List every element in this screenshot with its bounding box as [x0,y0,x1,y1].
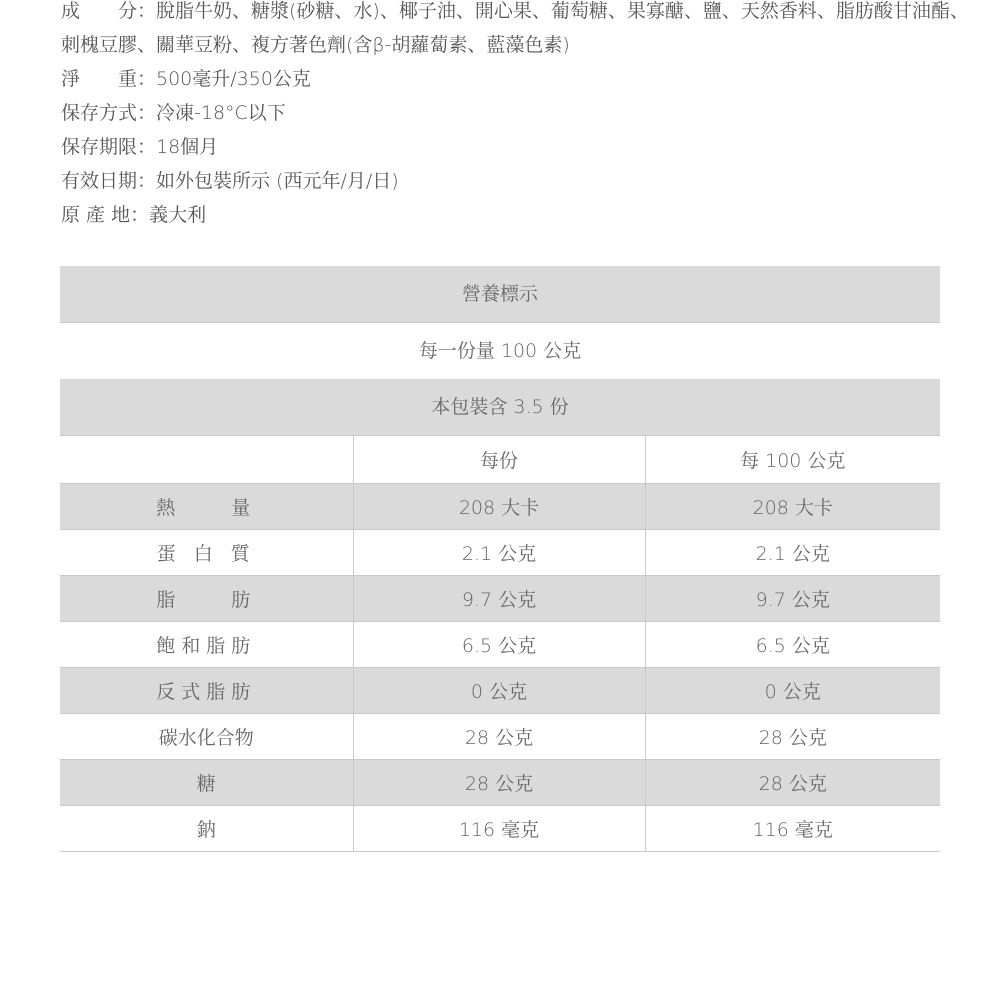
table-header-row [60,436,940,484]
servings-per-package: 本包裝含 3.5 份 [60,379,940,436]
net-weight: 淨 重：500毫升/350公克 [61,68,311,90]
storage-method: 保存方式：冷凍-18°C以下 [61,102,286,124]
row-per-100g: 28 公克 [645,760,940,806]
row-label: 蛋 白 質 [60,530,353,576]
nutrition-facts [60,266,940,852]
row-per-100g: 0 公克 [645,668,940,714]
row-per-serving: 0 公克 [353,668,645,714]
row-label: 糖 [60,760,353,806]
shelf-life: 保存期限：18個月 [61,136,219,158]
row-per-serving: 9.7 公克 [353,576,645,622]
header-per-100g: 每 100 公克 [645,436,940,484]
ingredients-line-1: 成 分：脫脂牛奶、糖漿(砂糖、水)、椰子油、開心果、葡萄糖、果寡醣、鹽、天然香料、脂肪酸甘油酯、 [61,0,969,22]
product-info [61,0,969,234]
row-per-100g: 6.5 公克 [645,622,940,668]
row-label: 鈉 [60,806,353,852]
table-row [60,484,940,530]
ingredients-line-2: 刺槐豆膠、關華豆粉、複方著色劑(含β-胡蘿蔔素、藍藻色素) [61,34,570,56]
table-row [60,622,940,668]
table-row [60,576,940,622]
row-label: 熱 量 [60,484,353,530]
header-blank [60,436,353,484]
table-row [60,760,940,806]
row-per-serving: 28 公克 [353,760,645,806]
header-per-serving: 每份 [353,436,645,484]
row-per-100g: 116 毫克 [645,806,940,852]
row-label: 飽和脂肪 [60,622,353,668]
row-per-100g: 28 公克 [645,714,940,760]
country-of-origin: 原 產 地：義大利 [61,204,207,226]
row-per-100g: 9.7 公克 [645,576,940,622]
row-per-serving: 28 公克 [353,714,645,760]
row-label: 碳水化合物 [60,714,353,760]
row-per-serving: 116 毫克 [353,806,645,852]
serving-size: 每一份量 100 公克 [60,323,940,379]
nutrition-title: 營養標示 [60,266,940,323]
expiry-date: 有效日期：如外包裝所示 (西元年/月/日) [61,170,399,192]
row-label: 反式脂肪 [60,668,353,714]
table-row [60,714,940,760]
row-per-serving: 6.5 公克 [353,622,645,668]
nutrition-table [60,436,940,852]
row-per-serving: 2.1 公克 [353,530,645,576]
table-row [60,806,940,852]
row-label: 脂 肪 [60,576,353,622]
table-row [60,530,940,576]
row-per-100g: 208 大卡 [645,484,940,530]
table-row [60,668,940,714]
row-per-serving: 208 大卡 [353,484,645,530]
row-per-100g: 2.1 公克 [645,530,940,576]
